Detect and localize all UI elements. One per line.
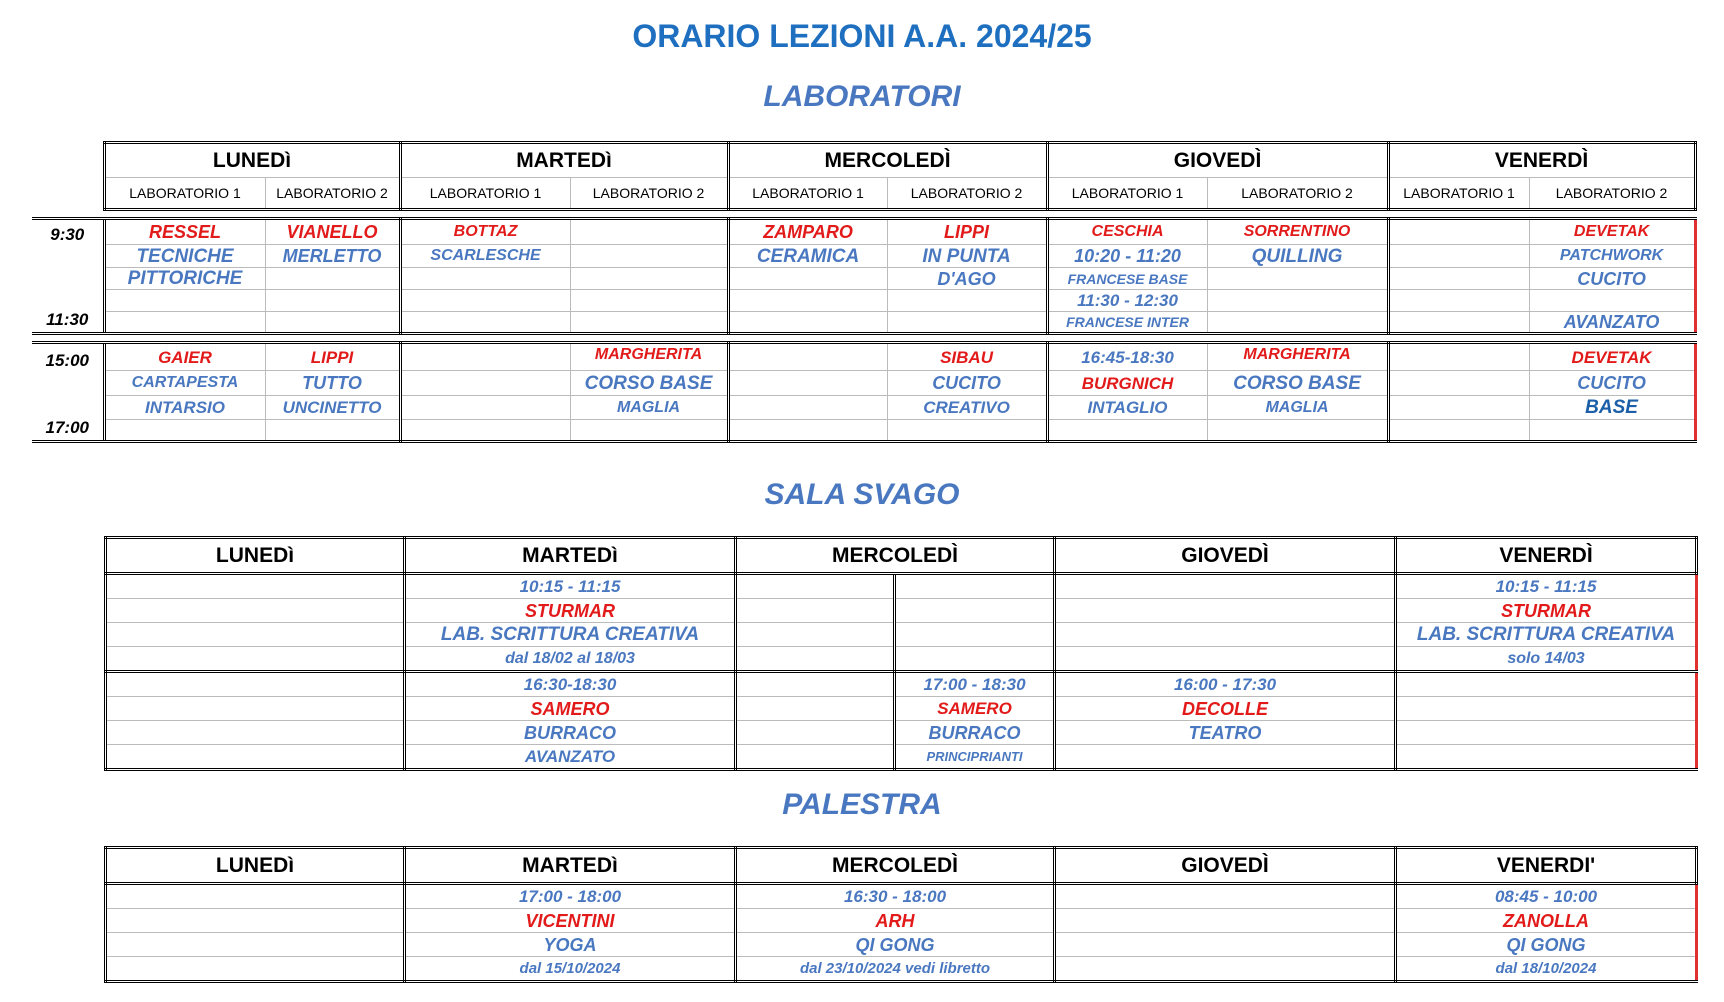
course-name: IN PUNTA: [887, 245, 1047, 268]
course-name: CORSO BASE: [1207, 371, 1388, 396]
time-slot: 10:15 - 11:15: [1396, 574, 1697, 599]
teacher-name: ARH: [736, 909, 1055, 933]
course-name: LAB. SCRITTURA CREATIVA: [405, 623, 736, 647]
time-slot: 16:30-18:30: [405, 672, 736, 697]
course-name: TEATRO: [1055, 721, 1396, 745]
time-start-pm: 15:00: [45, 351, 89, 370]
room-header: LABORATORIO 1: [1047, 178, 1207, 210]
course-name: FRANCESE INTER: [1047, 312, 1207, 334]
course-name: CREATIVO: [887, 396, 1047, 420]
course-level: PRINCIPRIANTI: [895, 745, 1055, 770]
page-title: ORARIO LEZIONI A.A. 2024/25: [632, 18, 1092, 54]
course-dates: dal 18/10/2024: [1396, 957, 1697, 982]
time-slot: 11:30 - 12:30: [1047, 290, 1207, 312]
day-header-friday: VENERDÌ: [1396, 538, 1697, 574]
day-header-wednesday: MERCOLEDÌ: [736, 848, 1055, 884]
course-name: CUCITO: [1529, 371, 1695, 396]
course-name: MERLETTO: [265, 245, 400, 268]
course-name: PATCHWORK: [1529, 245, 1695, 268]
teacher-name: ZAMPARO: [728, 219, 887, 245]
room-header: LABORATORIO 2: [1207, 178, 1388, 210]
time-end-am: 11:30: [46, 310, 89, 329]
teacher-name: SAMERO: [405, 697, 736, 721]
course-dates: dal 18/02 al 18/03: [405, 647, 736, 672]
day-header-tuesday: MARTEDì: [405, 848, 736, 884]
time-slot: 17:00 - 18:30: [895, 672, 1055, 697]
section-title-laboratori: LABORATORI: [763, 80, 961, 113]
course-name: UNCINETTO: [265, 396, 400, 420]
time-slot: 10:20 - 11:20: [1047, 245, 1207, 268]
time-slot: 16:30 - 18:00: [736, 884, 1055, 909]
day-header-wednesday: MERCOLEDÌ: [736, 538, 1055, 574]
course-name: QI GONG: [1396, 933, 1697, 957]
course-name: CARTAPESTA: [104, 371, 265, 396]
room-header: LABORATORIO 2: [1529, 178, 1695, 210]
teacher-name: VIANELLO: [265, 219, 400, 245]
room-header: LABORATORIO 1: [728, 178, 887, 210]
room-header: LABORATORIO 2: [265, 178, 400, 210]
course-name: QUILLING: [1207, 245, 1388, 268]
teacher-name: MARGHERITA: [570, 343, 728, 371]
room-header: LABORATORIO 1: [400, 178, 570, 210]
course-name: PITTORICHE: [104, 268, 265, 290]
course-name: AVANZATO: [1529, 312, 1695, 334]
time-start-am: 9:30: [50, 225, 85, 244]
teacher-name: LIPPI: [887, 219, 1047, 245]
day-header-monday: LUNEDì: [104, 143, 400, 178]
teacher-name: VICENTINI: [405, 909, 736, 933]
time-slot: 16:00 - 17:30: [1055, 672, 1396, 697]
course-name: TECNICHE: [104, 245, 265, 268]
course-name: TUTTO: [265, 371, 400, 396]
day-header-thursday: GIOVEDÌ: [1055, 538, 1396, 574]
course-name: LAB. SCRITTURA CREATIVA: [1396, 623, 1697, 647]
course-name: CUCITO: [887, 371, 1047, 396]
teacher-name: LIPPI: [265, 343, 400, 371]
course-name: CUCITO: [1529, 268, 1695, 290]
room-header: LABORATORIO 2: [887, 178, 1047, 210]
course-name: CORSO BASE: [570, 371, 728, 396]
sala-svago-table: [104, 536, 1698, 771]
course-name: MAGLIA: [1207, 396, 1388, 420]
day-header-friday: VENERDI': [1396, 848, 1697, 884]
day-header-friday: VENERDÌ: [1388, 143, 1695, 178]
palestra-table: [104, 846, 1698, 983]
course-name: BASE: [1529, 396, 1695, 420]
time-slot: 10:15 - 11:15: [405, 574, 736, 599]
teacher-name: ZANOLLA: [1396, 909, 1697, 933]
course-name: CERAMICA: [728, 245, 887, 268]
room-header: LABORATORIO 1: [1388, 178, 1529, 210]
time-slot: 16:45-18:30: [1047, 343, 1207, 371]
section-title-palestra: PALESTRA: [782, 788, 942, 821]
teacher-name: STURMAR: [1396, 599, 1697, 623]
teacher-name: SAMERO: [895, 697, 1055, 721]
course-name: MAGLIA: [570, 396, 728, 420]
day-header-thursday: GIOVEDÌ: [1055, 848, 1396, 884]
course-dates: dal 23/10/2024 vedi libretto: [736, 957, 1055, 982]
day-header-monday: LUNEDì: [106, 848, 405, 884]
teacher-name: BURGNICH: [1047, 371, 1207, 396]
course-level: AVANZATO: [405, 745, 736, 770]
course-name: SCARLESCHE: [400, 245, 570, 268]
teacher-name: SIBAU: [887, 343, 1047, 371]
teacher-name: RESSEL: [104, 219, 265, 245]
teacher-name: MARGHERITA: [1207, 343, 1388, 371]
laboratori-table: [32, 141, 1697, 443]
teacher-name: BOTTAZ: [400, 219, 570, 245]
day-header-tuesday: MARTEDì: [405, 538, 736, 574]
course-name: INTARSIO: [104, 396, 265, 420]
course-name: BURRACO: [405, 721, 736, 745]
teacher-name: DEVETAK: [1529, 343, 1695, 371]
room-header: LABORATORIO 1: [104, 178, 265, 210]
course-name: FRANCESE BASE: [1047, 268, 1207, 290]
teacher-name: DEVETAK: [1529, 219, 1695, 245]
teacher-name: SORRENTINO: [1207, 219, 1388, 245]
course-name: INTAGLIO: [1047, 396, 1207, 420]
teacher-name: CESCHIA: [1047, 219, 1207, 245]
time-slot: 08:45 - 10:00: [1396, 884, 1697, 909]
course-name: YOGA: [405, 933, 736, 957]
day-header-thursday: GIOVEDÌ: [1047, 143, 1388, 178]
section-title-sala-svago: SALA SVAGO: [764, 478, 960, 511]
room-header: LABORATORIO 2: [570, 178, 728, 210]
course-name: QI GONG: [736, 933, 1055, 957]
course-dates: solo 14/03: [1396, 647, 1697, 672]
course-dates: dal 15/10/2024: [405, 957, 736, 982]
time-end-pm: 17:00: [45, 418, 89, 437]
teacher-name: DECOLLE: [1055, 697, 1396, 721]
course-name: D'AGO: [887, 268, 1047, 290]
day-header-monday: LUNEDì: [106, 538, 405, 574]
teacher-name: GAIER: [104, 343, 265, 371]
course-name: BURRACO: [895, 721, 1055, 745]
day-header-wednesday: MERCOLEDÌ: [728, 143, 1047, 178]
day-header-tuesday: MARTEDì: [400, 143, 728, 178]
teacher-name: STURMAR: [405, 599, 736, 623]
time-slot: 17:00 - 18:00: [405, 884, 736, 909]
